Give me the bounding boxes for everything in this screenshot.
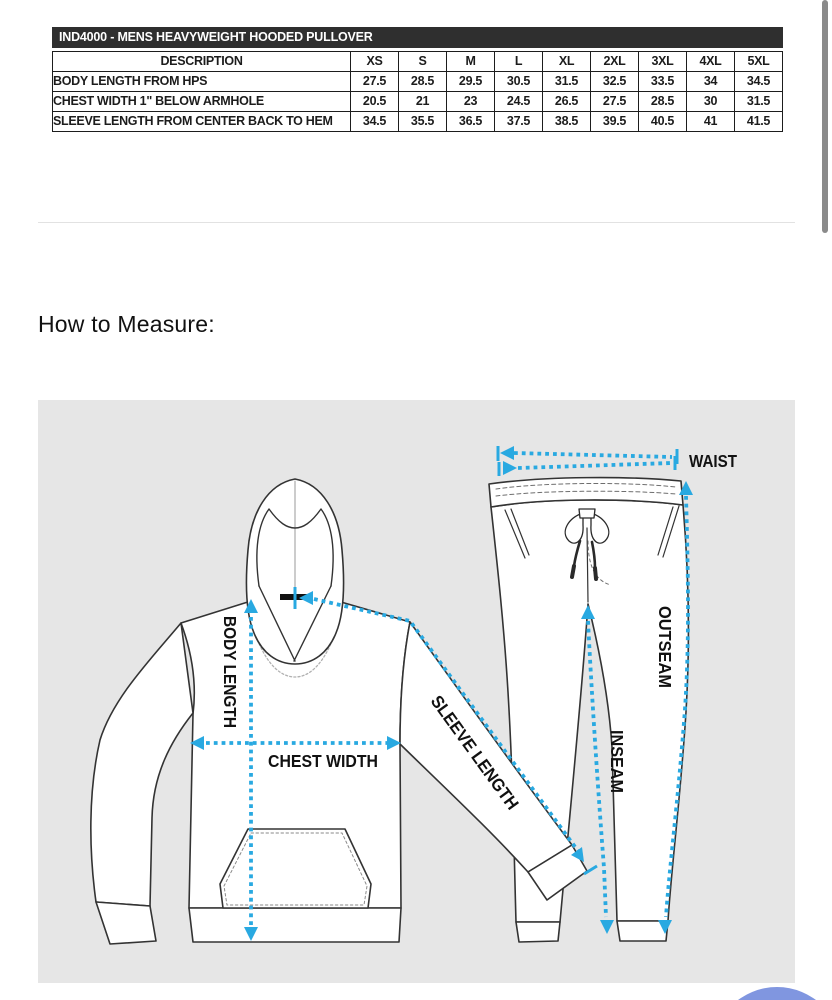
measurement-value: 27.5 bbox=[591, 92, 639, 112]
measurement-description: CHEST WIDTH 1" BELOW ARMHOLE bbox=[53, 92, 351, 112]
measurement-value: 34.5 bbox=[735, 72, 783, 92]
measurement-value: 34.5 bbox=[351, 112, 399, 132]
section-divider bbox=[38, 222, 795, 223]
pants-left-cuff bbox=[516, 922, 560, 942]
measurement-value: 30 bbox=[687, 92, 735, 112]
chat-bubble-button[interactable] bbox=[712, 987, 832, 1000]
scrollbar-thumb[interactable] bbox=[822, 0, 828, 233]
measurement-value: 39.5 bbox=[591, 112, 639, 132]
table-row bbox=[53, 72, 783, 92]
measurement-value: 34 bbox=[687, 72, 735, 92]
size-chart-header-row bbox=[53, 52, 783, 72]
measurement-value: 28.5 bbox=[399, 72, 447, 92]
column-header-size: L bbox=[495, 52, 543, 72]
measurement-value: 40.5 bbox=[639, 112, 687, 132]
waist-label: WAIST bbox=[689, 451, 738, 471]
column-header-size: M bbox=[447, 52, 495, 72]
sleeve-length-label: SLEEVE LENGTH bbox=[426, 691, 529, 822]
measurement-value: 23 bbox=[447, 92, 495, 112]
measurement-value: 31.5 bbox=[735, 92, 783, 112]
chest-width-label: CHEST WIDTH bbox=[268, 751, 378, 771]
column-header-size: XS bbox=[351, 52, 399, 72]
measurement-value: 27.5 bbox=[351, 72, 399, 92]
measurement-value: 31.5 bbox=[543, 72, 591, 92]
outseam-label: OUTSEAM bbox=[655, 606, 675, 694]
measurement-value: 33.5 bbox=[639, 72, 687, 92]
measurement-description: BODY LENGTH FROM HPS bbox=[53, 72, 351, 92]
table-row bbox=[53, 92, 783, 112]
page-heading: How to Measure: bbox=[38, 311, 215, 337]
table-row bbox=[53, 112, 783, 132]
kangaroo-pocket bbox=[220, 829, 371, 908]
measurement-value: 24.5 bbox=[495, 92, 543, 112]
size-chart bbox=[52, 27, 783, 132]
column-header-size: 5XL bbox=[735, 52, 783, 72]
measurement-description: SLEEVE LENGTH FROM CENTER BACK TO HEM bbox=[53, 112, 351, 132]
column-header-description: DESCRIPTION bbox=[53, 52, 351, 72]
body-length-label: BODY LENGTH bbox=[220, 616, 240, 744]
measurement-value: 38.5 bbox=[543, 112, 591, 132]
measurement-value: 36.5 bbox=[447, 112, 495, 132]
size-chart-table bbox=[52, 51, 783, 132]
measurement-value: 20.5 bbox=[351, 92, 399, 112]
measurement-value: 28.5 bbox=[639, 92, 687, 112]
size-chart-title: IND4000 - MENS HEAVYWEIGHT HOODED PULLOVER bbox=[52, 27, 783, 48]
hoodie-hem-band bbox=[189, 908, 401, 942]
measurement-value: 41 bbox=[687, 112, 735, 132]
measurement-value: 32.5 bbox=[591, 72, 639, 92]
how-to-measure-diagram bbox=[38, 400, 795, 983]
measurement-value: 37.5 bbox=[495, 112, 543, 132]
measurement-value: 26.5 bbox=[543, 92, 591, 112]
column-header-size: XL bbox=[543, 52, 591, 72]
measurement-value: 21 bbox=[399, 92, 447, 112]
inseam-label: INSEAM bbox=[607, 730, 627, 799]
column-header-size: 3XL bbox=[639, 52, 687, 72]
measurement-value: 30.5 bbox=[495, 72, 543, 92]
column-header-size: 2XL bbox=[591, 52, 639, 72]
column-header-size: S bbox=[399, 52, 447, 72]
measurement-value: 29.5 bbox=[447, 72, 495, 92]
column-header-size: 4XL bbox=[687, 52, 735, 72]
measurement-value: 41.5 bbox=[735, 112, 783, 132]
measurement-value: 35.5 bbox=[399, 112, 447, 132]
